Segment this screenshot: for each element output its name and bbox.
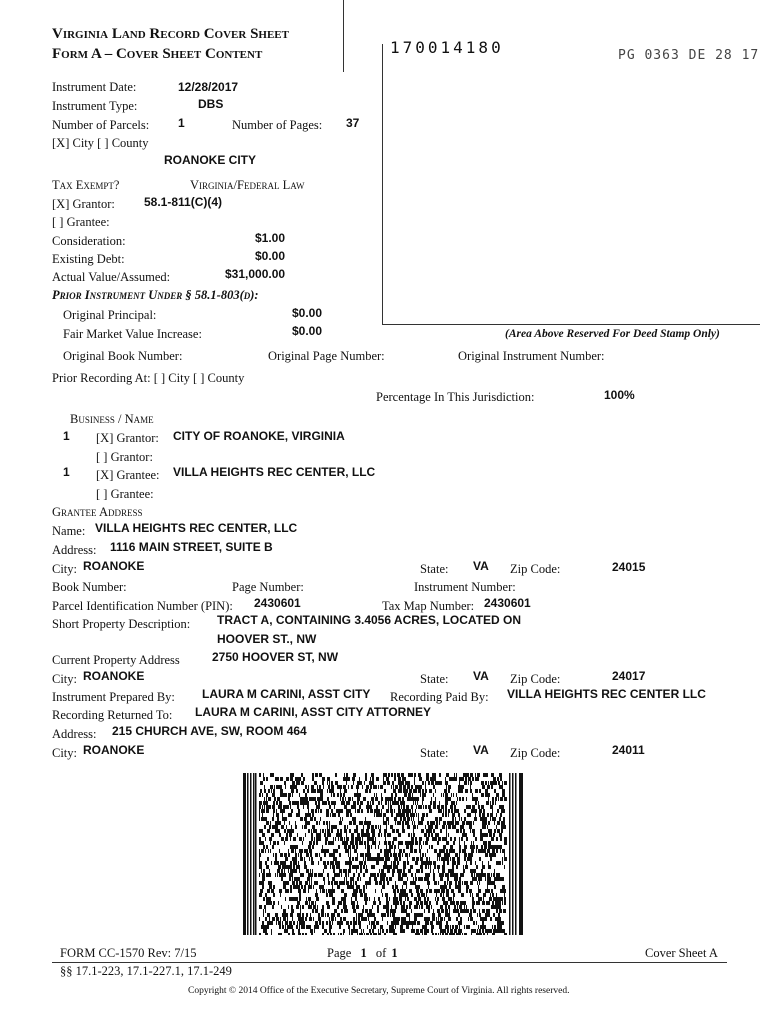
grantor-law: 58.1-811(C)(4) <box>144 195 223 209</box>
property-zip: 24017 <box>612 669 646 683</box>
statutes: §§ 17.1-223, 17.1-227.1, 17.1-249 <box>60 964 232 978</box>
grantee-zip-label: Zip Code: <box>510 562 561 576</box>
instrument-number-label: Instrument Number: <box>414 580 516 594</box>
top-divider <box>343 0 344 72</box>
instrument-type: DBS <box>198 97 224 111</box>
pdf417-barcode <box>243 773 523 935</box>
return-state-label: State: <box>420 746 449 760</box>
page-number-label: Page Number: <box>232 580 304 594</box>
return-address: 215 CHURCH AVE, SW, ROOM 464 <box>112 724 307 738</box>
jurisdiction-checkbox: [X] City [ ] County <box>52 136 149 150</box>
grantee-name-label: Name: <box>52 524 86 538</box>
copyright: Copyright © 2014 Office of the Executive Secretary, Supreme Court of Virginia. All rights reserved. <box>188 986 570 996</box>
property-description-line1: TRACT A, CONTAINING 3.4056 ACRES, LOCATED ON <box>217 613 522 627</box>
grantee-exempt-label: [ ] Grantee: <box>52 215 110 229</box>
party-name: CITY OF ROANOKE, VIRGINIA <box>173 429 345 443</box>
prior-recording-label: Prior Recording At: [ ] City [ ] County <box>52 371 245 385</box>
property-zip-label: Zip Code: <box>510 672 561 686</box>
cover-sheet-label: Cover Sheet A <box>645 946 718 960</box>
existing-debt-label: Existing Debt: <box>52 252 125 266</box>
property-city-label: City: <box>52 672 78 686</box>
fmv-increase-label: Fair Market Value Increase: <box>63 327 202 341</box>
return-zip-label: Zip Code: <box>510 746 561 760</box>
party-count: 1 <box>63 429 70 443</box>
grantee-city-label: City: <box>52 562 78 576</box>
actual-value: $31,000.00 <box>225 267 286 281</box>
instrument-date-label: Instrument Date: <box>52 80 137 94</box>
party-label: [X] Grantor: <box>96 431 159 445</box>
party-name: VILLA HEIGHTS REC CENTER, LLC <box>173 465 376 479</box>
form-title: Virginia Land Record Cover Sheet <box>52 26 289 42</box>
footer-rule <box>52 962 727 963</box>
prepared-by: LAURA M CARINI, ASST CITY <box>202 687 371 701</box>
original-book-label: Original Book Number: <box>63 349 183 363</box>
property-description-line2: HOOVER ST., NW <box>217 632 317 646</box>
jurisdiction: ROANOKE CITY <box>164 153 257 167</box>
pages-label: Number of Pages: <box>232 118 323 132</box>
form-number: FORM CC-1570 Rev: 7/15 <box>60 946 197 960</box>
percentage-value: 100% <box>604 388 635 402</box>
grantor-exempt-label: [X] Grantor: <box>52 197 115 211</box>
grantee-state-label: State: <box>420 562 449 576</box>
stamp-area-bottom-border <box>382 324 760 325</box>
original-principal-value: $0.00 <box>292 306 323 320</box>
paid-by: VILLA HEIGHTS REC CENTER LLC <box>507 687 706 701</box>
return-state: VA <box>473 743 489 757</box>
actual-value-label: Actual Value/Assumed: <box>52 270 171 284</box>
existing-debt-value: $0.00 <box>255 249 286 263</box>
paid-by-label: Recording Paid By: <box>390 690 489 704</box>
returned-to-label: Recording Returned To: <box>52 708 173 722</box>
parcels-count: 1 <box>178 116 185 130</box>
grantee-address-heading: Grantee Address <box>52 505 143 519</box>
instrument-date: 12/28/2017 <box>178 80 239 94</box>
returned-to: LAURA M CARINI, ASST CITY ATTORNEY <box>195 705 432 719</box>
property-state-label: State: <box>420 672 449 686</box>
prior-instrument-heading: Prior Instrument Under § 58.1-803(d): <box>52 288 259 302</box>
pin-label: Parcel Identification Number (PIN): <box>52 599 233 613</box>
fmv-increase-value: $0.00 <box>292 324 323 338</box>
grantee-state: VA <box>473 559 489 573</box>
footer-page <box>327 946 398 961</box>
tax-map-value: 2430601 <box>484 596 531 610</box>
page-total: 1 <box>391 946 398 960</box>
prepared-by-label: Instrument Prepared By: <box>52 690 175 704</box>
tax-map-label: Tax Map Number: <box>382 599 475 613</box>
property-city: ROANOKE <box>83 669 145 683</box>
law-label: Virginia/Federal Law <box>190 178 305 192</box>
pages-count: 37 <box>346 116 360 130</box>
consideration-value: $1.00 <box>255 231 286 245</box>
page-prefix: Page <box>327 946 352 960</box>
pin-value: 2430601 <box>254 596 301 610</box>
party-count: 1 <box>63 465 70 479</box>
grantee-name: VILLA HEIGHTS REC CENTER, LLC <box>95 521 298 535</box>
current-address-label: Current Property Address <box>52 653 180 667</box>
property-state: VA <box>473 669 489 683</box>
consideration-label: Consideration: <box>52 234 126 248</box>
party-label: [ ] Grantee: <box>96 487 154 501</box>
grantee-city: ROANOKE <box>83 559 145 573</box>
return-address-label: Address: <box>52 727 97 741</box>
page-of: of <box>375 946 387 960</box>
book-number-label: Book Number: <box>52 580 127 594</box>
return-city-label: City: <box>52 746 78 760</box>
tax-exempt-label: Tax Exempt? <box>52 178 120 192</box>
party-label: [X] Grantee: <box>96 468 160 482</box>
instrument-type-label: Instrument Type: <box>52 99 138 113</box>
form-subtitle: Form A – Cover Sheet Content <box>52 46 263 62</box>
return-city: ROANOKE <box>83 743 145 757</box>
original-page-label: Original Page Number: <box>268 349 385 363</box>
percentage-label: Percentage In This Jurisdiction: <box>376 390 535 404</box>
grantee-address-label: Address: <box>52 543 97 557</box>
reserved-area-note: (Area Above Reserved For Deed Stamp Only) <box>505 328 720 340</box>
property-description-label: Short Property Description: <box>52 617 191 631</box>
grantee-zip: 24015 <box>612 560 646 574</box>
page-stamp: PG 0363 DE 28 17 <box>618 48 760 63</box>
original-principal-label: Original Principal: <box>63 308 157 322</box>
page-current: 1 <box>360 946 367 960</box>
party-label: [ ] Grantor: <box>96 450 153 464</box>
parcels-label: Number of Parcels: <box>52 118 150 132</box>
instrument-stamp: 170014180 <box>390 38 504 57</box>
grantee-address: 1116 MAIN STREET, SUITE B <box>110 540 273 554</box>
current-address: 2750 HOOVER ST, NW <box>212 650 339 664</box>
return-zip: 24011 <box>612 743 645 757</box>
stamp-area-left-border <box>382 44 383 324</box>
parties-heading: Business / Name <box>70 412 154 426</box>
original-instrument-label: Original Instrument Number: <box>458 349 605 363</box>
